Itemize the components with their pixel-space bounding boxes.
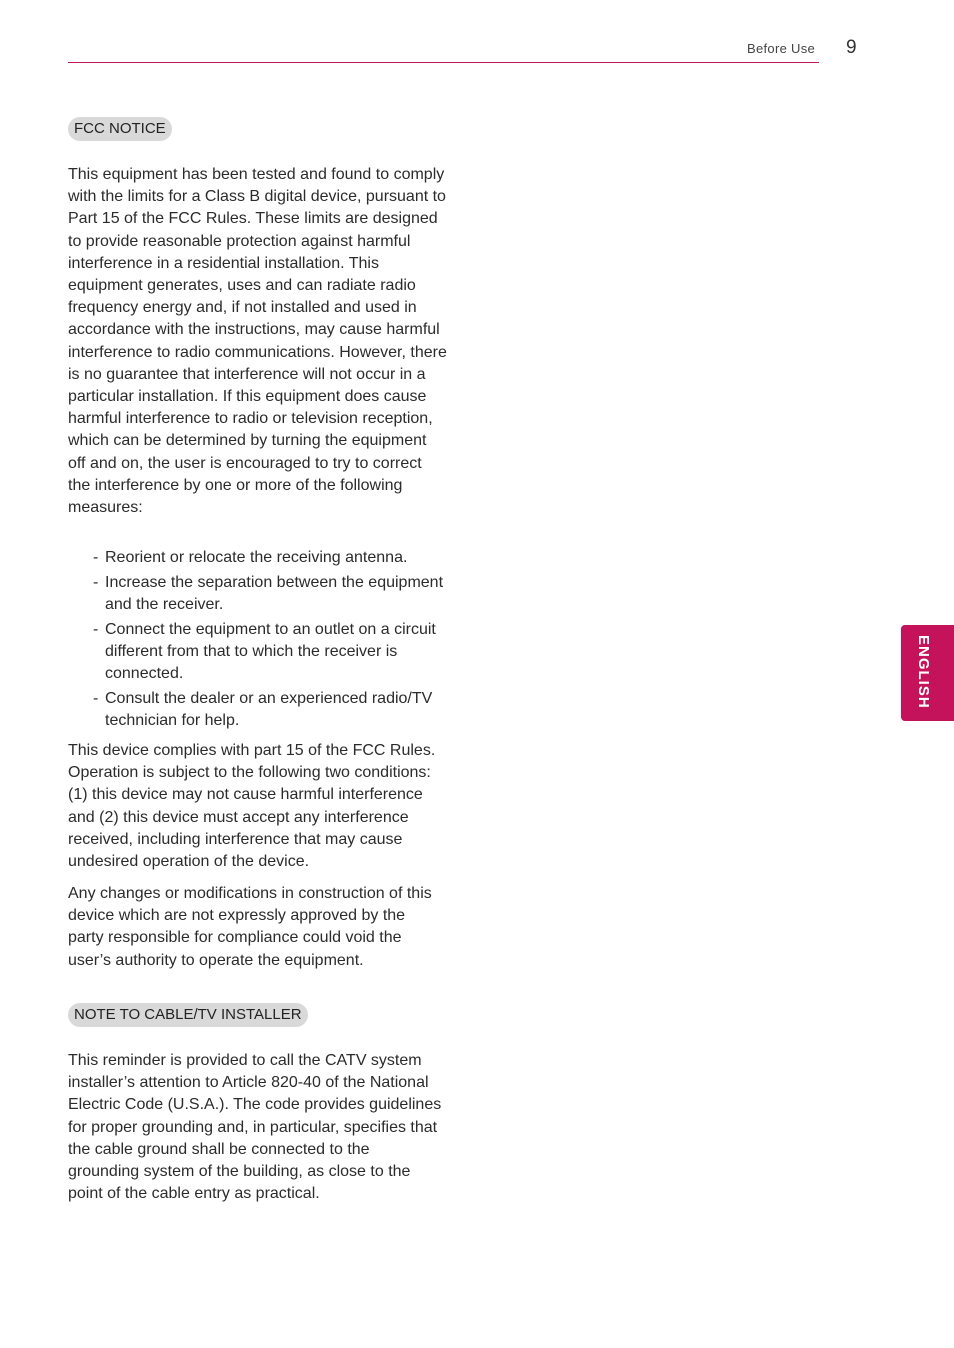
list-item-text: Connect the equipment to an outlet on a circuit different from that to which the receiver is connected. (105, 620, 436, 683)
language-tab (901, 625, 954, 721)
bullet-dash: - (93, 573, 99, 591)
list-item-text: Consult the dealer or an experienced radio/TV technician for help. (105, 690, 433, 730)
language-tab-label: ENGLISH (915, 635, 932, 709)
catv-note-heading: NOTE TO CABLE/TV INSTALLER (68, 1003, 308, 1027)
list-item (93, 619, 453, 686)
fcc-part15-paragraph: This device complies with part 15 of the FCC Rules. Operation is subject to the following two conditions: (1) this device may not cause harmful interference and (2) this device must accept any interference received, including interference that may cause undesired operation of the device. (68, 742, 436, 871)
list-item-text: Increase the separation between the equipment and the receiver. (105, 573, 444, 613)
fcc-notice-heading: FCC NOTICE (68, 117, 172, 141)
list-item (93, 688, 453, 733)
bullet-dash: - (93, 690, 99, 707)
fcc-changes-paragraph: Any changes or modifications in construction of this device which are not expressly approved by the party responsible for compliance could void the user’s authority to operate the equipment. (68, 885, 432, 969)
page-number: 9 (846, 37, 857, 58)
fcc-intro-paragraph: This equipment has been tested and found to comply with the limits for a Class B digital device, pursuant to Part 15 of the FCC Rules. These limits are designed to provide reasonable protection against harmful interference in a residential installation. This equipment generates, uses and can radiate radio frequency energy and, if not installed and used in accordance with the instructions, may cause harmful interference to radio communications. However, there is no guarantee that interference will not occur in a particular installation. If this equipment does cause harmful interference to radio or television reception, which can be determined by turning the equipment off and on, the user is encouraged to try to correct the interference by one or more of the following measures: (68, 166, 447, 517)
header-divider (68, 62, 819, 63)
list-item (93, 547, 453, 569)
bullet-dash: - (93, 549, 99, 566)
list-item-text: Reorient or relocate the receiving antenna. (105, 549, 408, 566)
catv-note-paragraph: This reminder is provided to call the CATV system installer’s attention to Article 820-40 of the National Electric Code (U.S.A.). The code provides guidelines for proper grounding and, in particular, specifies that the cable ground shall be connected to the grounding system of the building, as close to the point of the cable entry as practical. (68, 1052, 442, 1203)
fcc-measures-list (93, 547, 453, 735)
list-item (93, 572, 453, 617)
bullet-dash: - (93, 620, 99, 638)
header-section-title: Before Use (747, 41, 816, 56)
